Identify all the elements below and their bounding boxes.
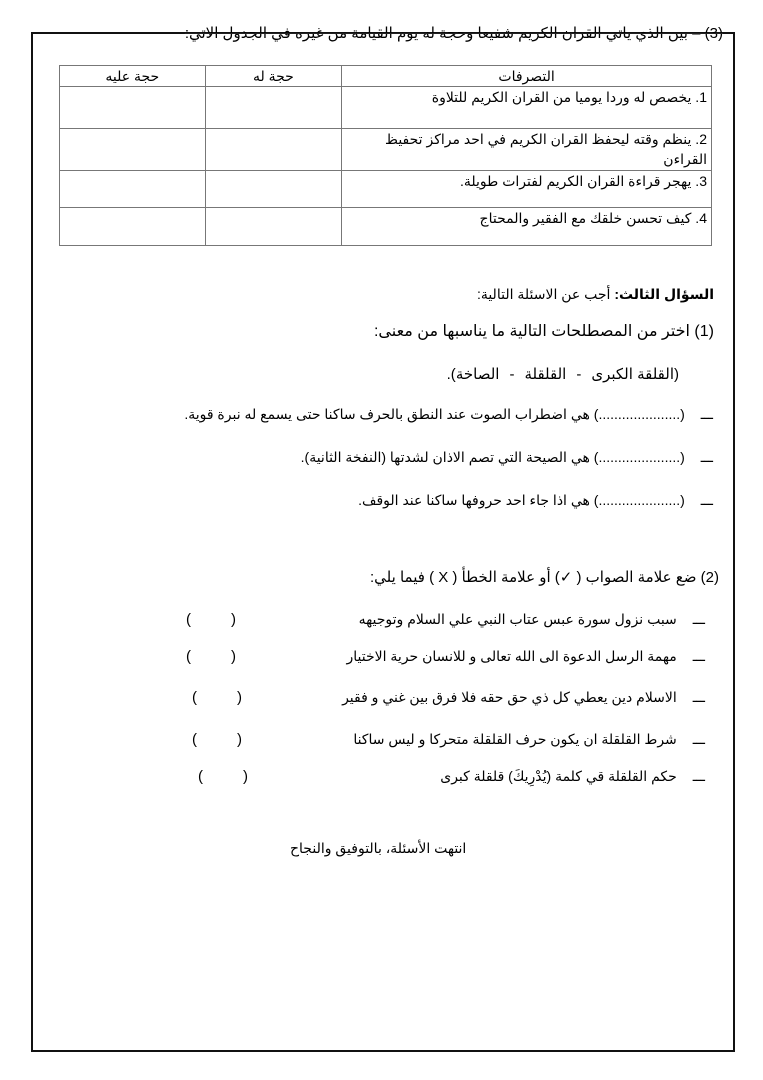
dash-bullet: ـــ	[692, 731, 705, 747]
statement-text: شرط القلقلة ان يكون حرف القلقلة متحركا و ليس ساكنا	[353, 731, 677, 747]
evidence-for-cell[interactable]	[205, 129, 342, 171]
table-row	[60, 171, 712, 208]
dash-bullet: ـــ	[692, 648, 705, 664]
terms-list	[447, 365, 679, 383]
definition-item	[184, 406, 713, 423]
close-paren: )	[231, 611, 236, 628]
definition-item	[301, 449, 713, 466]
part1-title: (1) اختر من المصطلحات التالية ما يناسبها من معنى:	[373, 323, 714, 340]
answer-box[interactable]	[192, 689, 242, 706]
open-paren: (	[192, 689, 197, 706]
open-paren: (	[186, 611, 191, 628]
action-cell: 4. كيف تحسن خلقك مع الفقير والمحتاج	[342, 208, 712, 246]
true-false-statement	[353, 731, 705, 748]
open-paren: (	[186, 648, 191, 665]
statement-text: سبب نزول سورة عبس عتاب النبي علي السلام وتوجيهه	[358, 611, 677, 627]
term-1: (القلقة الكبرى	[591, 366, 679, 383]
evidence-against-cell[interactable]	[60, 87, 206, 129]
close-paren: )	[237, 731, 242, 748]
table-header-row	[60, 66, 712, 87]
term-2: القلقلة	[524, 366, 567, 383]
open-paren: (	[198, 768, 203, 785]
table-row	[60, 208, 712, 246]
true-false-statement	[342, 689, 705, 706]
dash-bullet: ـــ	[700, 492, 713, 508]
evidence-against-cell[interactable]	[60, 208, 206, 246]
answer-box[interactable]	[192, 731, 242, 748]
action-cell: 1. يخصص له وردا يوميا من القران الكريم للتلاوة	[342, 87, 712, 129]
term-separator: -	[576, 366, 582, 383]
behaviors-table	[59, 65, 712, 246]
answer-box[interactable]	[186, 611, 236, 628]
statement-text: مهمة الرسل الدعوة الى الله تعالى و للانسان حرية الاختيار	[346, 648, 677, 664]
term-separator: -	[509, 366, 515, 383]
definition-text: هي اضطراب الصوت عند النطق بالحرف ساكنا حتى يسمع له نبرة قوية.	[184, 406, 590, 422]
true-false-statement	[347, 648, 705, 665]
terms-close: ).	[446, 366, 456, 383]
evidence-for-cell[interactable]	[205, 87, 342, 129]
statement-text: الاسلام دين يعطي كل ذي حق حقه فلا فرق بين غني و فقير	[342, 689, 677, 705]
true-false-statement	[440, 768, 705, 785]
third-question-instruction: أجب عن الاسئلة التالية:	[476, 286, 611, 302]
blank-field[interactable]: (.....................)	[593, 492, 685, 508]
dash-bullet: ـــ	[700, 406, 713, 422]
action-cell: 2. ينظم وقته ليحفظ القران الكريم في احد مراكز تحفيظ القراءن	[342, 129, 712, 171]
close-paren: )	[231, 648, 236, 665]
header-actions: التصرفات	[342, 66, 712, 87]
definition-item	[358, 492, 713, 509]
open-paren: (	[192, 731, 197, 748]
statement-text: حكم القلقلة قي كلمة (يُدْرِيكَ) قلقلة كبرى	[440, 768, 677, 784]
evidence-for-cell[interactable]	[205, 171, 342, 208]
dash-bullet: ـــ	[692, 768, 705, 784]
definition-text: هي اذا جاء احد حروفها ساكنا عند الوقف.	[358, 492, 590, 508]
blank-field[interactable]: (.....................)	[593, 449, 685, 465]
dash-bullet: ـــ	[692, 689, 705, 705]
header-evidence-against: حجة عليه	[60, 66, 206, 87]
table-row	[60, 87, 712, 129]
answer-box[interactable]	[198, 768, 248, 785]
table-row	[60, 129, 712, 171]
closing-message: انتهت الأسئلة، بالتوفيق والنجاح	[290, 840, 467, 856]
evidence-against-cell[interactable]	[60, 129, 206, 171]
evidence-for-cell[interactable]	[205, 208, 342, 246]
answer-box[interactable]	[186, 648, 236, 665]
evidence-against-cell[interactable]	[60, 171, 206, 208]
question-3-title: (3) – بين الذي ياتي القران الكريم شفيعا وحجة له يوم القيامة من غيره في الجدول الاتي:	[184, 25, 723, 42]
true-false-statement	[359, 611, 705, 628]
third-question-heading	[477, 286, 714, 303]
dash-bullet: ـــ	[692, 611, 705, 627]
term-3: الصاخة	[455, 366, 500, 383]
close-paren: )	[243, 768, 248, 785]
definition-text: هي الصيحة التي تصم الاذان لشدتها (النفخة الثانية).	[300, 449, 590, 465]
third-question-label: السؤال الثالث:	[614, 286, 714, 302]
close-paren: )	[237, 689, 242, 706]
part2-title: (2) ضع علامة الصواب ( ✓) أو علامة الخطأ ( X ) فيما يلي:	[370, 569, 719, 586]
header-evidence-for: حجة له	[205, 66, 342, 87]
blank-field[interactable]: (.....................)	[593, 406, 685, 422]
dash-bullet: ـــ	[700, 449, 713, 465]
action-cell: 3. يهجر قراءة القران الكريم لفترات طويلة.	[342, 171, 712, 208]
